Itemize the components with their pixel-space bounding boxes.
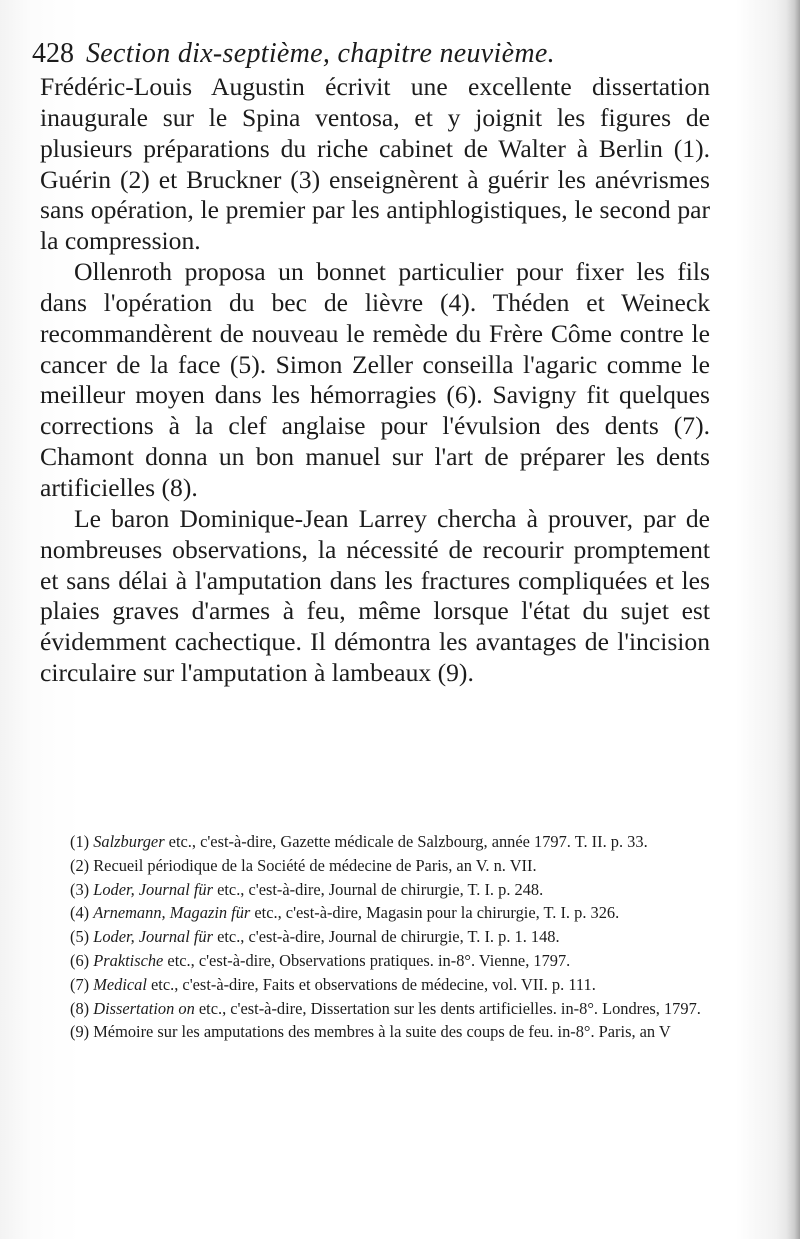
footnote-1 bbox=[46, 830, 708, 854]
footnote-8 bbox=[46, 997, 708, 1021]
footnote-5 bbox=[46, 925, 708, 949]
footnote-source-title: Loder, Journal für bbox=[93, 879, 213, 899]
footnote-number: (2) bbox=[70, 855, 90, 875]
footnote-text: etc., c'est-à-dire, Journal de chirurgie, T. I. p. 248. bbox=[213, 879, 544, 899]
running-title: Section dix-septième, chapitre neuvième. bbox=[86, 38, 555, 69]
footnote-2 bbox=[46, 854, 708, 878]
footnote-source-title: Medical bbox=[93, 974, 147, 994]
footnote-number: (8) bbox=[70, 998, 90, 1018]
footnote-source-title: Arnemann, Magazin für bbox=[93, 903, 251, 923]
footnote-text: etc., c'est-à-dire, Magasin pour la chirurgie, T. I. p. 326. bbox=[250, 903, 620, 923]
footnote-number: (4) bbox=[70, 903, 90, 923]
footnote-number: (6) bbox=[70, 950, 90, 970]
footnote-number: (7) bbox=[70, 974, 90, 994]
footnote-4 bbox=[46, 901, 708, 925]
footnotes bbox=[46, 830, 708, 1044]
paragraph-3: Le baron Dominique-Jean Larrey chercha à prouver, par de nombreuses observations, la nécessité de recourir promptement et sans délai à l'amputation dans les fractures compliquées et les plaies graves d'armes à feu, même lorsque l'état du sujet est évidemment cachectique. Il démontra les avantages de l'incision circulaire sur l'amputation à lambeaux (9). bbox=[40, 503, 710, 688]
footnote-text: etc., c'est-à-dire, Gazette médicale de Salzbourg, année 1797. T. II. p. 33. bbox=[164, 832, 648, 851]
footnote-text: etc., c'est-à-dire, Dissertation sur les dents artificielles. in-8°. Londres, 1797. bbox=[194, 998, 701, 1018]
page-number: 428 bbox=[32, 38, 74, 69]
footnote-text: etc., c'est-à-dire, Journal de chirurgie, T. I. p. 1. 148. bbox=[213, 927, 560, 947]
page-gutter-shadow bbox=[786, 0, 800, 1239]
footnote-source-title: Salzburger bbox=[93, 832, 165, 851]
footnote-number: (3) bbox=[70, 879, 90, 899]
footnote-text: Recueil périodique de la Société de médecine de Paris, an V. n. VII. bbox=[93, 855, 537, 875]
paragraph-2: Ollenroth proposa un bonnet particulier pour fixer les fils dans l'opération du bec de lièvre (4). Théden et Weineck recommandèrent de nouveau le remède du Frère Côme contre le cancer de la face (5). Simon Zeller conseilla l'agaric comme le meilleur moyen dans les hémorragies (6). Savigny fit quelques corrections à la clef anglaise pour l'évulsion des dents (7). Chamont donna un bon manuel sur l'art de préparer les dents artificielles (8). bbox=[40, 257, 710, 502]
main-text bbox=[40, 72, 710, 689]
footnote-number: (1) bbox=[70, 832, 90, 851]
footnote-text: etc., c'est-à-dire, Faits et observations de médecine, vol. VII. p. 111. bbox=[146, 974, 596, 994]
footnote-source-title: Loder, Journal für bbox=[93, 927, 213, 947]
footnote-6 bbox=[46, 949, 708, 973]
footnote-3 bbox=[46, 878, 708, 902]
footnote-text: Mémoire sur les amputations des membres à la suite des coups de feu. in-8°. Paris, an V bbox=[93, 1022, 671, 1042]
running-header bbox=[32, 34, 772, 74]
footnote-source-title: Dissertation on bbox=[93, 998, 195, 1018]
footnote-text: etc., c'est-à-dire, Observations pratiques. in-8°. Vienne, 1797. bbox=[163, 950, 571, 970]
footnote-number: (5) bbox=[70, 927, 90, 947]
paragraph-1: Frédéric-Louis Augustin écrivit une excellente dissertation inaugurale sur le Spina ventosa, et y joignit les figures de plusieurs préparations du riche cabinet de Walter à Berlin (1). Guérin (2) et Bruckner (3) enseignèrent à guérir les anévrismes sans opération, le premier par les antiphlogistiques, le second par la compression. bbox=[40, 72, 710, 256]
footnote-source-title: Praktische bbox=[93, 950, 164, 970]
footnote-number: (9) bbox=[70, 1022, 90, 1042]
footnote-9 bbox=[46, 1020, 708, 1044]
footnote-7 bbox=[46, 973, 708, 997]
